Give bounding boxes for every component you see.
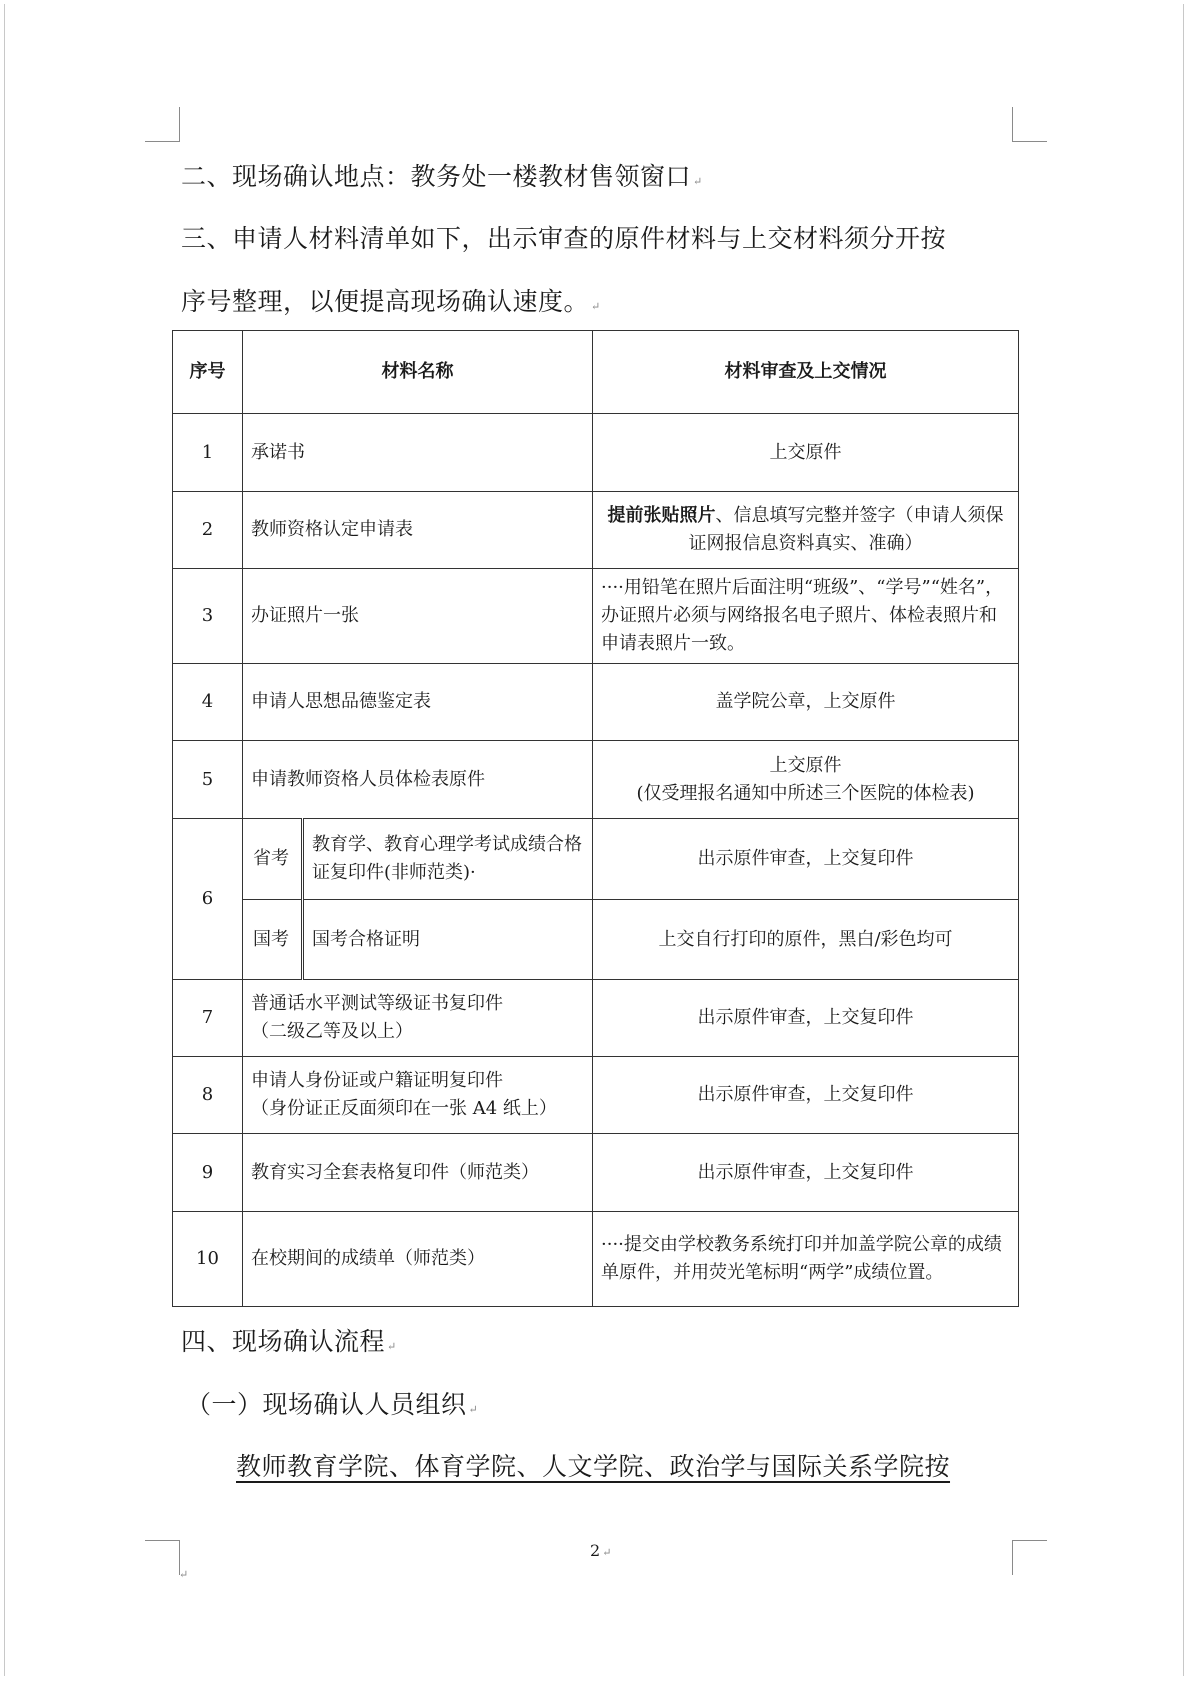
crop-mark-top-left (145, 107, 180, 142)
crop-mark-bottom-right (1012, 1540, 1047, 1575)
row-name: 教育学、教育心理学考试成绩合格证复印件(非师范类)· (303, 819, 593, 900)
row-no: 8 (173, 1057, 243, 1134)
row-no: 6 (173, 819, 243, 980)
row-name: 办证照片一张 (243, 569, 593, 664)
table-row (173, 1057, 1019, 1134)
row-status-bold: 提前张贴照片 (607, 505, 716, 527)
table-row (173, 741, 1019, 819)
row-status: ····用铅笔在照片后面注明“班级”、“学号”“姓名”，办证照片必须与网络报名电子照片、体检表照片和申请表照片一致。 (593, 569, 1019, 664)
paragraph-mark-icon: ↵ (387, 1340, 397, 1353)
section-4-1-heading (186, 1385, 478, 1421)
section-4-heading (181, 1322, 397, 1358)
table-row (173, 1134, 1019, 1212)
row-status: 上交原件 (593, 414, 1019, 492)
table-row (173, 980, 1019, 1057)
paragraph-mark-icon: ↵ (602, 1546, 612, 1559)
row-name (243, 1057, 593, 1134)
table-row (173, 819, 1019, 900)
section-3-line2 (181, 282, 601, 318)
row-no: 5 (173, 741, 243, 819)
row-status (593, 741, 1019, 819)
row-name: 在校期间的成绩单（师范类） (243, 1212, 593, 1307)
paragraph-mark-icon: ↵ (591, 300, 601, 313)
section-4-1-body (236, 1447, 950, 1483)
row-status: 出示原件审查，上交复印件 (593, 980, 1019, 1057)
row-status: 出示原件审查，上交复印件 (593, 819, 1019, 900)
header-no: 序号 (173, 331, 243, 414)
row-sub-label: 省考 (243, 819, 303, 900)
row-no: 1 (173, 414, 243, 492)
section-2-text: 二、现场确认地点：教务处一楼教材售领窗口 (181, 162, 692, 191)
row-status: 出示原件审查，上交复印件 (593, 1057, 1019, 1134)
row-name: 申请人思想品德鉴定表 (243, 664, 593, 741)
row-status: 盖学院公章，上交原件 (593, 664, 1019, 741)
section-4-text: 四、现场确认流程 (181, 1327, 386, 1356)
section-3-text-2: 序号整理，以便提高现场确认速度。 (181, 287, 590, 316)
table-row (173, 664, 1019, 741)
row-no: 7 (173, 980, 243, 1057)
crop-mark-top-right (1012, 107, 1047, 142)
row-name-line1: 普通话水平测试等级证书复印件 (251, 993, 503, 1015)
section-2-location (181, 157, 703, 193)
page-number-text: 2 (590, 1541, 601, 1560)
row-no: 10 (173, 1212, 243, 1307)
header-name: 材料名称 (243, 331, 593, 414)
paragraph-mark-icon: ↵ (693, 175, 703, 188)
row-status-line1: 上交原件 (769, 754, 842, 776)
row-name-line2: （二级乙等及以上） (251, 1021, 413, 1042)
section-4-1-text: （一）现场确认人员组织 (186, 1390, 467, 1419)
paragraph-mark-icon: ↵ (179, 1568, 189, 1581)
section-4-1-body-text: 教师教育学院、体育学院、人文学院、政治学与国际关系学院按 (236, 1452, 951, 1481)
table-row (173, 569, 1019, 664)
table-row (173, 900, 1019, 980)
section-3-line1 (181, 219, 946, 255)
table-row (173, 492, 1019, 569)
row-name-line2: （身份证正反面须印在一张 A4 纸上） (251, 1098, 557, 1119)
row-status-line2: (仅受理报名通知中所述三个医院的体检表) (636, 782, 975, 804)
row-no: 9 (173, 1134, 243, 1212)
row-name: 教师资格认定申请表 (243, 492, 593, 569)
table-header-row (173, 331, 1019, 414)
table-row (173, 414, 1019, 492)
row-name-line1: 申请人身份证或户籍证明复印件 (251, 1070, 503, 1092)
row-name: 教育实习全套表格复印件（师范类） (243, 1134, 593, 1212)
materials-table (172, 330, 1019, 1307)
paragraph-mark-icon: ↵ (468, 1403, 479, 1416)
row-name: 承诺书 (243, 414, 593, 492)
section-3-text-1: 三、申请人材料清单如下，出示审查的原件材料与上交材料须分开按 (181, 224, 947, 253)
crop-mark-bottom-left (145, 1540, 180, 1575)
row-no: 2 (173, 492, 243, 569)
table-row (173, 1212, 1019, 1307)
row-no: 3 (173, 569, 243, 664)
header-status: 材料审查及上交情况 (593, 331, 1019, 414)
row-status-text: 、信息填写完整并签字（申请人须保证网报信息资料真实、准确） (688, 505, 1004, 554)
row-no: 4 (173, 664, 243, 741)
row-name (243, 980, 593, 1057)
row-name: 申请教师资格人员体检表原件 (243, 741, 593, 819)
page-number (590, 1541, 611, 1560)
row-status (593, 492, 1019, 569)
row-status: 出示原件审查，上交复印件 (593, 1134, 1019, 1212)
row-status: ····提交由学校教务系统打印并加盖学院公章的成绩单原件，并用荧光笔标明“两学”成绩位置。 (593, 1212, 1019, 1307)
row-sub-label: 国考 (243, 900, 303, 980)
row-name: 国考合格证明 (303, 900, 593, 980)
row-status: 上交自行打印的原件，黑白/彩色均可 (593, 900, 1019, 980)
